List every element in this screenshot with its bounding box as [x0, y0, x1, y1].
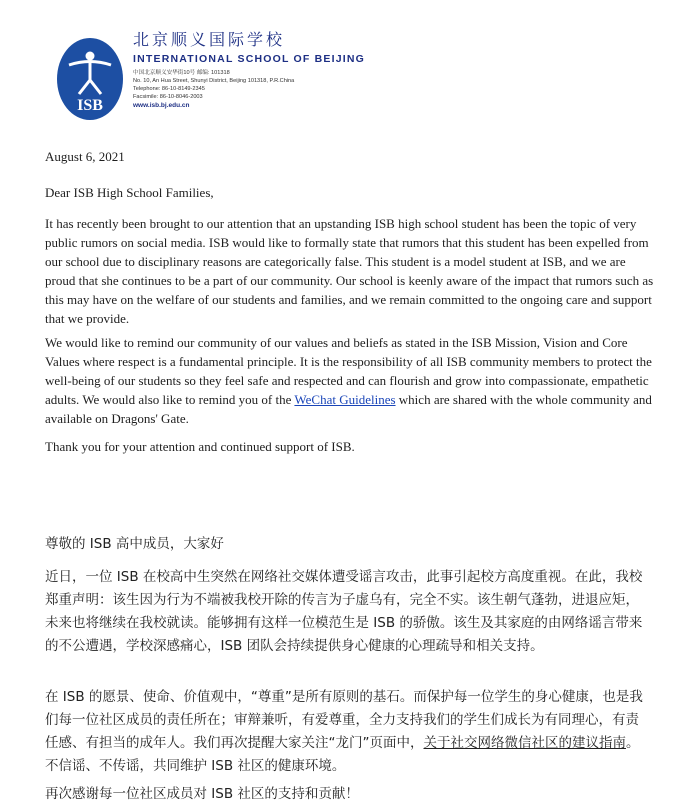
- wechat-guidelines-link[interactable]: WeChat Guidelines: [294, 392, 396, 407]
- wechat-guidelines-link-cn[interactable]: 关于社交网络微信社区的建议指南: [423, 735, 626, 751]
- paragraph-cn-community-values: [45, 686, 645, 778]
- address-line: 中国北京顺义安华街10号 邮编: 101318: [133, 70, 230, 76]
- paragraph-text-cn: 。不信谣、不传谣，共同维护 ISB 社区的健康环境。: [45, 735, 640, 774]
- paragraph-text-cn: 近日，一位 ISB 在校高中生突然在网络社交媒体遭受谣言攻击，此事引起校方高度重视。在此，我校郑重声明：该生因为行为不端被我校开除的传言为子虚乌有，完全不实。该生朝气蓬勃，进退应矩，未来也将继续在我校就读。能够拥有这样一位模范生是 ISB 的骄傲。该生及其家庭的由网络谣言带来的不公遭遇，学校深感痛心，ISB 团队会持续提供身心健康的心理疏导和相关支持。: [45, 569, 643, 654]
- letterhead: [55, 30, 375, 130]
- logo-text: ISB: [77, 97, 103, 114]
- letter-date: August 6, 2021: [45, 149, 125, 164]
- school-name-cn: 北京顺义国际学校: [133, 30, 286, 49]
- paragraph-community-values: [45, 333, 655, 428]
- school-name-en: INTERNATIONAL SCHOOL OF BEIJING: [133, 53, 366, 65]
- isb-logo-icon: [55, 36, 125, 122]
- paragraph-text: which are shared with the whole community and available on Dragons' Gate.: [45, 392, 652, 426]
- website: www.isb.bj.edu.cn: [133, 102, 190, 109]
- address-line: No. 10, An Hua Street, Shunyi District, Beijing 101318, P.R.China: [133, 78, 295, 84]
- thanks-line: Thank you for your attention and continued support of ISB.: [45, 439, 355, 454]
- paragraph-text: It has recently been brought to our attention that an upstanding ISB high school student has been the topic of very public rumors on social media. ISB would like to formally state that rumors that this student has been expelled from our school due to disciplinary reasons are categorically false. This student is a model student at ISB, and we are proud that she continues to be a part of our community. Our school is keenly aware of the impact that rumors such as this may have on the welfare of our students and families, and we remain committed to the ongoing care and support that we provide.: [45, 216, 654, 326]
- salutation: Dear ISB High School Families,: [45, 185, 214, 200]
- telephone-line: Telephone: 86-10-8149-2345: [133, 86, 205, 92]
- fax-line: Facsimile: 86-10-8046-2003: [133, 94, 203, 100]
- paragraph-rumor-statement: [45, 214, 655, 328]
- closing-cn: 再次感谢每一位社区成员对 ISB 社区的支持和贡献！: [45, 786, 359, 802]
- greeting-cn: 尊敬的 ISB 高中成员，大家好: [45, 536, 224, 552]
- paragraph-text: We would like to remind our community of our values and beliefs as stated in the ISB Mission, Vision and Core Values where respect is a fundamental principle. It is the responsibility of all ISB community members to protect the well-being of our students so they feel safe and respected and can flourish and grow into compassionate, empathetic adults. We would also like to remind you of the: [45, 335, 652, 407]
- paragraph-text-cn: 在 ISB 的愿景、使命、价值观中，“尊重”是所有原则的基石。而保护每一位学生的身心健康，也是我们每一位社区成员的责任所在；审辩兼听，有爱尊重，全力支持我们的学生们成长为有同理心，有责任感、有担当的成年人。我们再次提醒大家关注“龙门”页面中，: [45, 689, 643, 751]
- paragraph-cn-rumor-statement: [45, 566, 645, 658]
